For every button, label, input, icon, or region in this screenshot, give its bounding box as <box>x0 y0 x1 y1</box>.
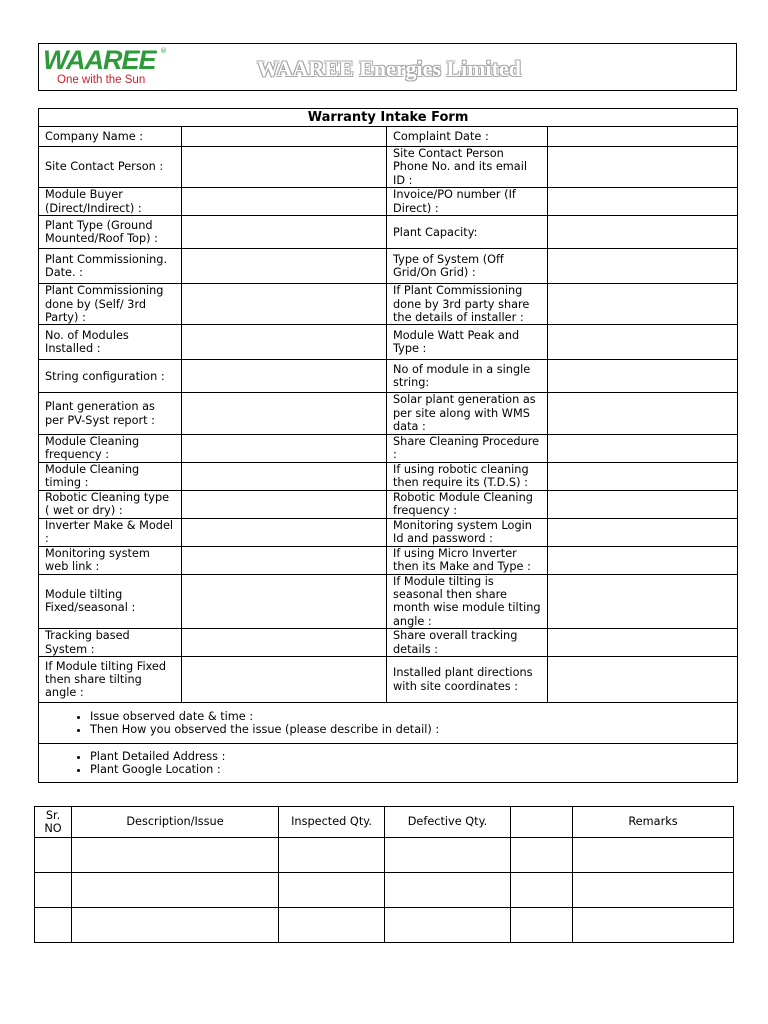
sr-no-cell[interactable] <box>35 908 72 943</box>
sr-no-cell[interactable] <box>35 838 72 873</box>
field-value-input[interactable] <box>182 462 387 490</box>
field-label: Module Cleaning frequency : <box>39 434 182 462</box>
field-value-input[interactable] <box>548 147 738 188</box>
field-value-input[interactable] <box>182 284 387 325</box>
field-value-input[interactable] <box>548 249 738 284</box>
field-value-input[interactable] <box>182 657 387 703</box>
location-notes <box>39 744 738 783</box>
field-value-input[interactable] <box>548 629 738 657</box>
field-value-input[interactable] <box>182 249 387 284</box>
field-value-input[interactable] <box>182 147 387 188</box>
defective-qty-cell[interactable] <box>385 838 511 873</box>
inspection-row <box>35 908 734 943</box>
field-value-input[interactable] <box>182 629 387 657</box>
issue-notes-list <box>45 710 731 737</box>
field-value-input[interactable] <box>548 216 738 249</box>
note-item: • Plant Detailed Address : <box>90 750 731 763</box>
sr-no-cell[interactable] <box>35 873 72 908</box>
form-row <box>39 657 738 703</box>
remarks-cell[interactable] <box>573 908 734 943</box>
field-label: Inverter Make & Model : <box>39 518 182 546</box>
field-label: Company Name : <box>39 127 182 147</box>
field-label: Installed plant directions with site coordinates : <box>387 657 548 703</box>
field-value-input[interactable] <box>548 325 738 360</box>
blank-cell[interactable] <box>511 838 573 873</box>
field-label: Tracking based System : <box>39 629 182 657</box>
field-label: If Plant Commissioning done by 3rd party share the details of installer : <box>387 284 548 325</box>
field-label: Module tilting Fixed/seasonal : <box>39 574 182 629</box>
field-value-input[interactable] <box>548 188 738 216</box>
inspection-header-row <box>35 807 734 838</box>
form-row <box>39 490 738 518</box>
note-item: • Issue observed date & time : <box>90 710 731 723</box>
form-row <box>39 188 738 216</box>
form-row <box>39 249 738 284</box>
field-label: Plant Type (Ground Mounted/Roof Top) : <box>39 216 182 249</box>
logo-tagline: One with the Sun <box>57 74 146 86</box>
form-row <box>39 434 738 462</box>
field-label: Type of System (Off Grid/On Grid) : <box>387 249 548 284</box>
description-cell[interactable] <box>72 838 279 873</box>
field-label: Share overall tracking details : <box>387 629 548 657</box>
registered-mark: ® <box>160 47 167 55</box>
form-row <box>39 147 738 188</box>
field-label: String configuration : <box>39 360 182 393</box>
form-row <box>39 127 738 147</box>
logo-wordmark: WAAREE <box>43 45 156 75</box>
field-value-input[interactable] <box>182 434 387 462</box>
field-value-input[interactable] <box>182 546 387 574</box>
form-row <box>39 216 738 249</box>
form-row <box>39 393 738 434</box>
note-item: • Then How you observed the issue (please describe in detail) : <box>90 723 731 736</box>
letterhead <box>38 43 737 91</box>
field-label: Module Watt Peak and Type : <box>387 325 548 360</box>
defective-qty-cell[interactable] <box>385 908 511 943</box>
field-value-input[interactable] <box>548 360 738 393</box>
note-item: • Plant Google Location : <box>90 763 731 776</box>
column-header: Sr. NO <box>35 807 72 838</box>
field-label: Plant Capacity: <box>387 216 548 249</box>
form-row <box>39 546 738 574</box>
field-value-input[interactable] <box>548 546 738 574</box>
form-row <box>39 284 738 325</box>
issue-notes <box>39 703 738 744</box>
remarks-cell[interactable] <box>573 873 734 908</box>
description-cell[interactable] <box>72 873 279 908</box>
field-label: Robotic Module Cleaning frequency : <box>387 490 548 518</box>
inspected-qty-cell[interactable] <box>279 873 385 908</box>
field-value-input[interactable] <box>548 518 738 546</box>
blank-cell[interactable] <box>511 873 573 908</box>
field-value-input[interactable] <box>182 188 387 216</box>
field-value-input[interactable] <box>548 462 738 490</box>
field-label: Module Cleaning timing : <box>39 462 182 490</box>
field-value-input[interactable] <box>182 216 387 249</box>
inspection-table <box>34 806 734 943</box>
field-label: If using robotic cleaning then require its (T.D.S) : <box>387 462 548 490</box>
column-header: Inspected Qty. <box>279 807 385 838</box>
inspection-row <box>35 873 734 908</box>
field-label: Site Contact Person Phone No. and its email ID : <box>387 147 548 188</box>
company-name: WAAREE Energies Limited <box>257 56 521 81</box>
field-label: If Module tilting Fixed then share tilting angle : <box>39 657 182 703</box>
field-value-input[interactable] <box>548 657 738 703</box>
form-row <box>39 360 738 393</box>
column-header <box>511 807 573 838</box>
field-value-input[interactable] <box>182 490 387 518</box>
field-label: Robotic Cleaning type ( wet or dry) : <box>39 490 182 518</box>
field-value-input[interactable] <box>548 490 738 518</box>
form-row <box>39 325 738 360</box>
field-value-input[interactable] <box>182 518 387 546</box>
field-label: No of module in a single string: <box>387 360 548 393</box>
remarks-cell[interactable] <box>573 838 734 873</box>
inspected-qty-cell[interactable] <box>279 908 385 943</box>
field-label: Invoice/PO number (If Direct) : <box>387 188 548 216</box>
field-label: Plant Commissioning done by (Self/ 3rd Party) : <box>39 284 182 325</box>
form-rows <box>39 127 738 703</box>
warranty-intake-table <box>38 108 738 783</box>
field-value-input[interactable] <box>182 127 387 147</box>
field-label: Module Buyer (Direct/Indirect) : <box>39 188 182 216</box>
column-header: Defective Qty. <box>385 807 511 838</box>
blank-cell[interactable] <box>511 908 573 943</box>
form-row <box>39 574 738 629</box>
field-label: Plant Commissioning. Date. : <box>39 249 182 284</box>
field-label: Monitoring system web link : <box>39 546 182 574</box>
field-label: Site Contact Person : <box>39 147 182 188</box>
waaree-logo <box>43 45 173 89</box>
field-label: Complaint Date : <box>387 127 548 147</box>
form-row <box>39 462 738 490</box>
field-value-input[interactable] <box>182 574 387 629</box>
field-value-input[interactable] <box>548 284 738 325</box>
field-value-input[interactable] <box>182 393 387 434</box>
field-label: If Module tilting is seasonal then share month wise module tilting angle : <box>387 574 548 629</box>
form-title: Warranty Intake Form <box>39 109 738 127</box>
field-value-input[interactable] <box>548 127 738 147</box>
column-header: Description/Issue <box>72 807 279 838</box>
description-cell[interactable] <box>72 908 279 943</box>
field-value-input[interactable] <box>548 434 738 462</box>
field-label: Monitoring system Login Id and password : <box>387 518 548 546</box>
location-notes-list <box>45 750 731 777</box>
field-label: If using Micro Inverter then its Make and Type : <box>387 546 548 574</box>
field-value-input[interactable] <box>182 360 387 393</box>
inspection-row <box>35 838 734 873</box>
form-row <box>39 518 738 546</box>
field-label: No. of Modules Installed : <box>39 325 182 360</box>
field-value-input[interactable] <box>182 325 387 360</box>
field-label: Share Cleaning Procedure : <box>387 434 548 462</box>
inspected-qty-cell[interactable] <box>279 838 385 873</box>
defective-qty-cell[interactable] <box>385 873 511 908</box>
form-row <box>39 629 738 657</box>
column-header: Remarks <box>573 807 734 838</box>
field-value-input[interactable] <box>548 574 738 629</box>
field-value-input[interactable] <box>548 393 738 434</box>
field-label: Solar plant generation as per site along with WMS data : <box>387 393 548 434</box>
field-label: Plant generation as per PV-Syst report : <box>39 393 182 434</box>
